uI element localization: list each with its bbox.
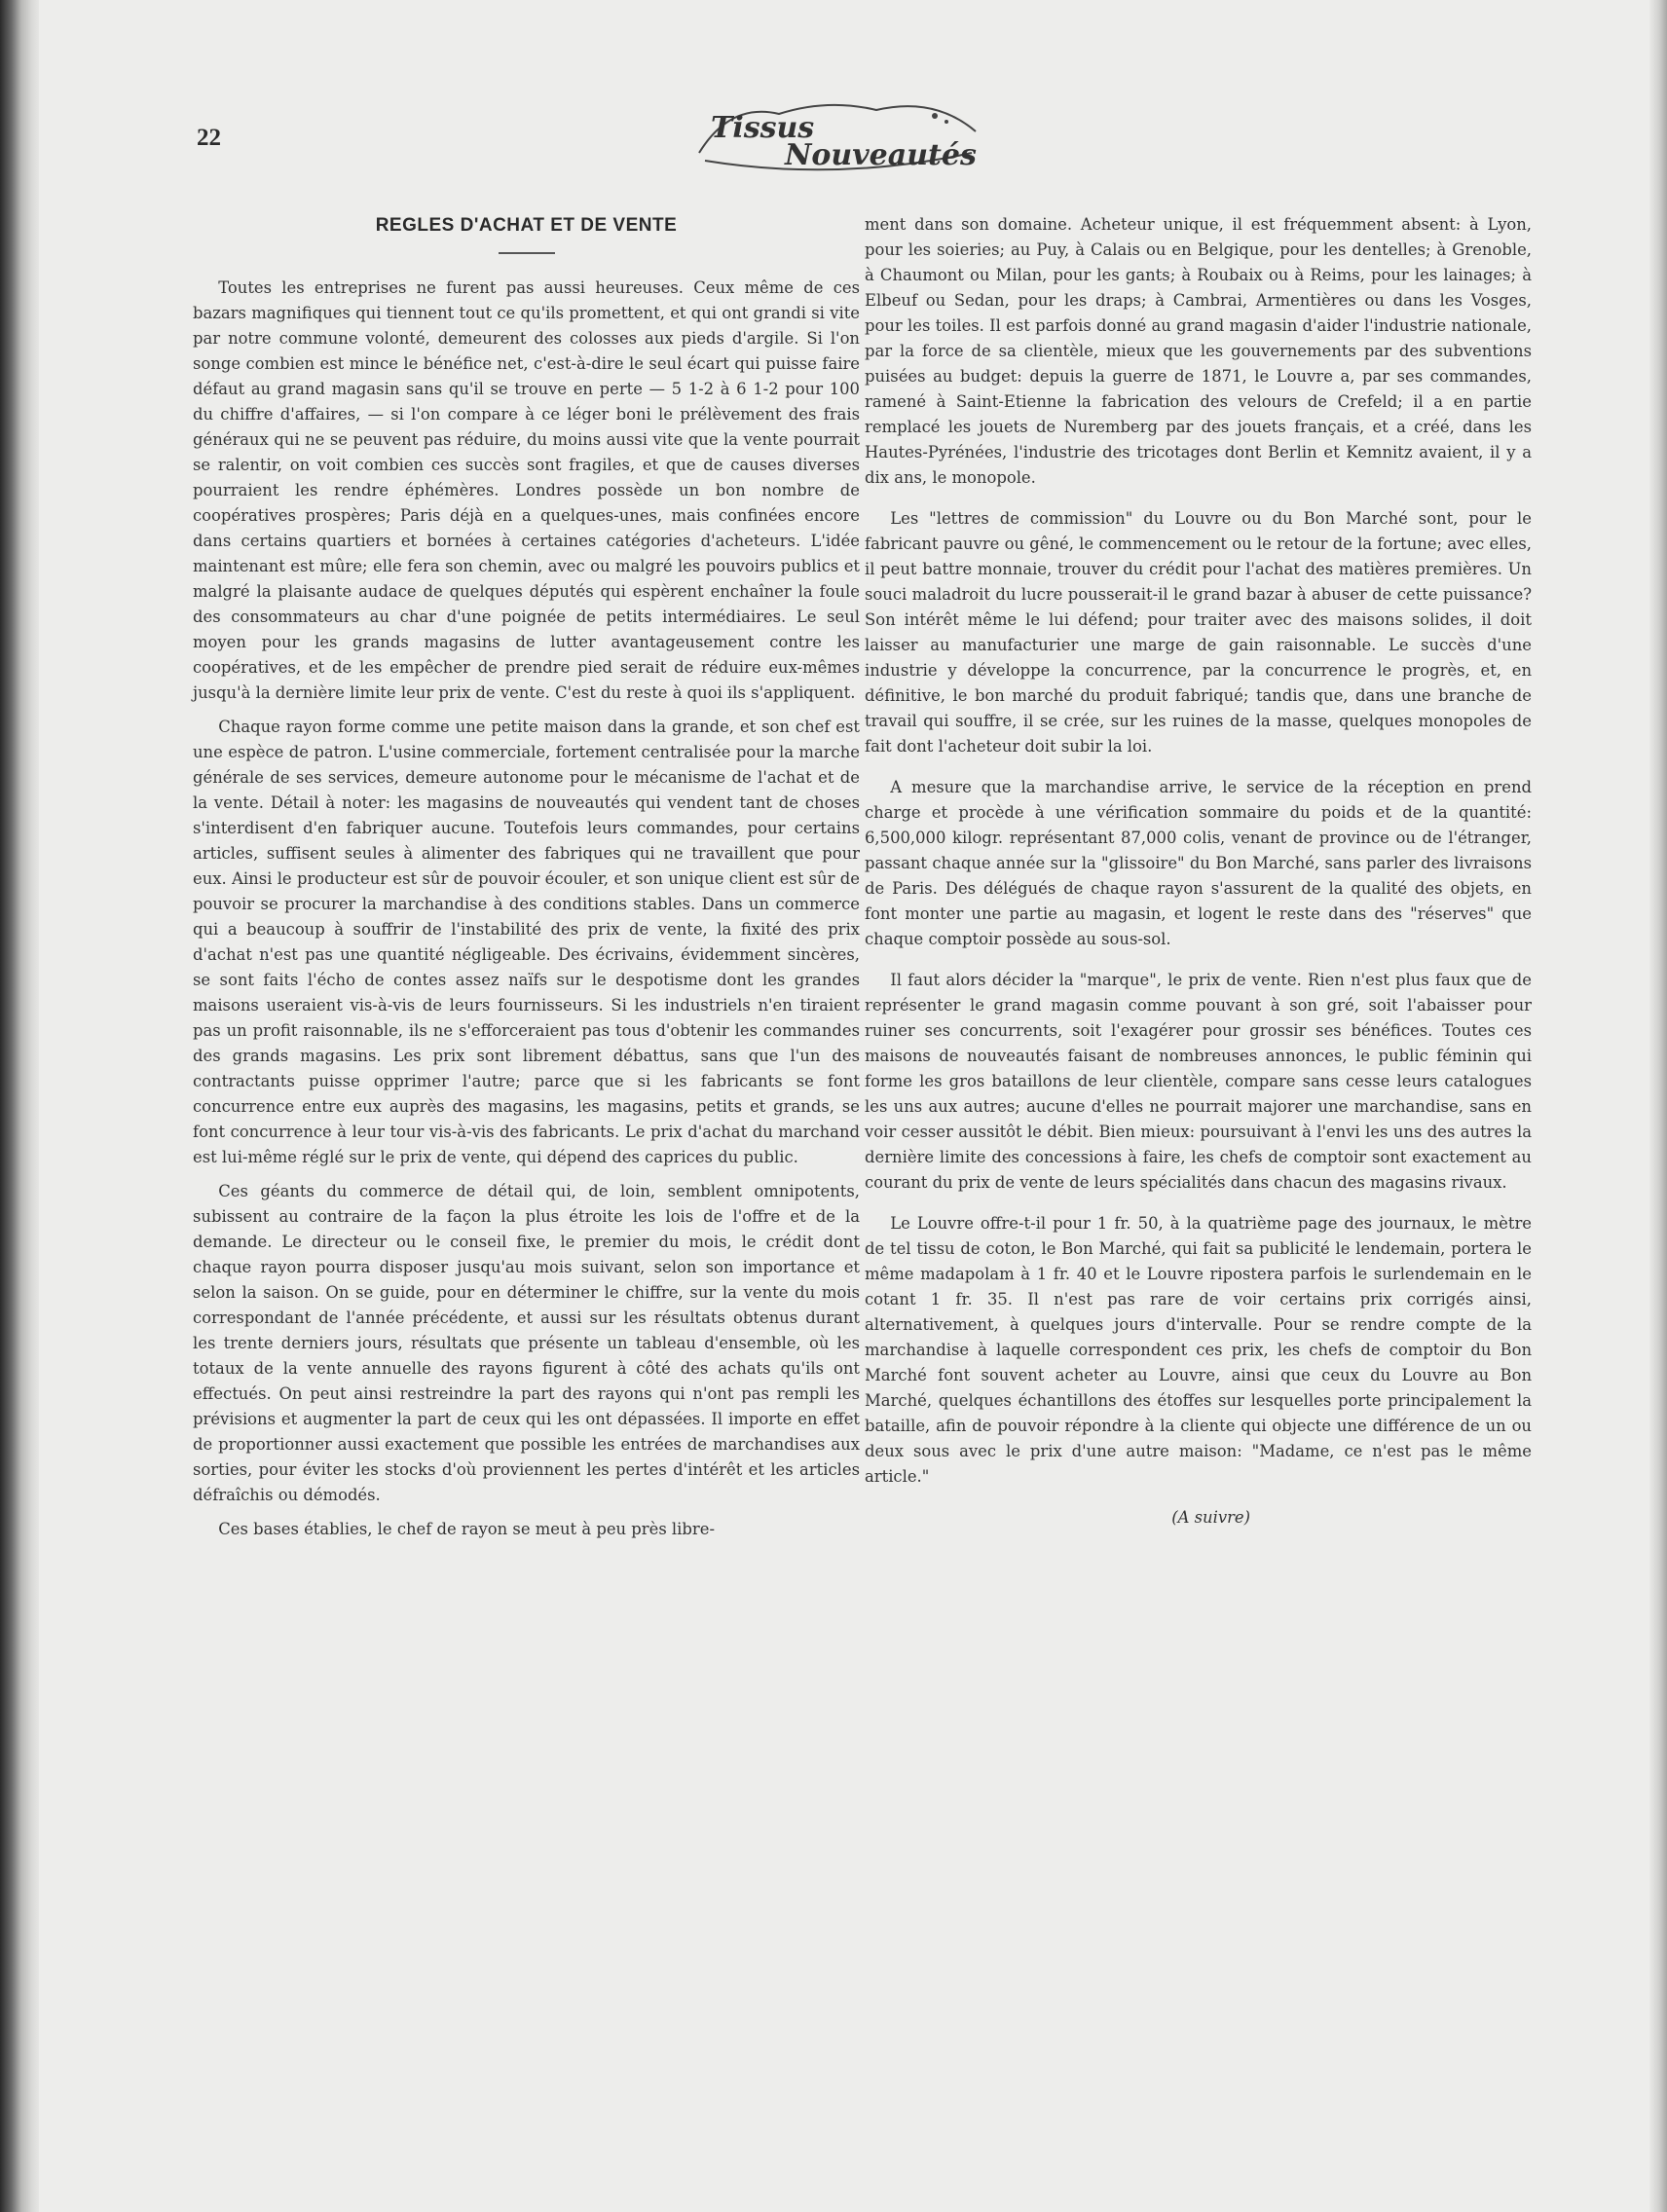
- svg-text:Tissus: Tissus: [711, 111, 815, 145]
- paragraph-right-2: Les "lettres de commission" du Louvre ou du Bon Marché sont, pour le fabricant pauvre ou gêné, le commencement ou le retour de la fortune; avec elles, il peut battre monnaie, trouver du crédit pour l'achat des matières premières. Un souci maladroit du lucre pousserait-il le grand bazar à abuser de cette puissance? Son intérêt même le lui défend; pour traiter avec des maisons solides, il doit laisser au manufacturier une marge de gain raisonnable. Le succès d'une industrie y développe la concurrence, par la concurrence le progrès, et, en définitive, le bon marché du produit fabriqué; tandis que, dans une branche de travail qui souffre, il se crée, sur les ruines de la masse, quelques monopoles de fait dont l'acheteur doit subir la loi.: [865, 509, 1532, 756]
- paragraph-left-3: Ces géants du commerce de détail qui, de loin, semblent omnipotents, subissent au contraire de la façon la plus étroite les lois de l'offre et de la demande. Le directeur ou le conseil fixe, le premier du mois, le crédit dont chaque rayon pourra disposer jusqu'au mois suivant, selon son importance et selon la saison. On se guide, pour en déterminer le chiffre, sur la vente du mois correspondant de l'année précédente, et aussi sur les résultats obtenus durant les trente derniers jours, résultats que présente un tableau d'ensemble, où les totaux de la vente annuelle des rayons figurent à côté des achats qu'ils ont effectués. On peut ainsi restreindre la part des rayons qui n'ont pas rempli les prévisions et augmenter la part de ceux qui les ont dépassées. Il importe en effet de proportionner aussi exactement que possible les entrées de marchandises aux sorties, pour éviter les stocks d'où proviennent les pertes d'intérêt et les articles défraîchis ou démodés.: [193, 1182, 860, 1504]
- paragraph-left-2: Chaque rayon forme comme une petite maison dans la grande, et son chef est une espèce de patron. L'usine commerciale, fortement centralisée pour la marche générale de ses services, demeure autonome pour le mécanisme de l'achat et de la vente. Détail à noter: les magasins de nouveautés qui vendent tant de choses s'interdisent d'en fabriquer aucune. Toutefois leurs commandes, pour certains articles, suffisent seules à alimenter des fabriques qui ne travaillent que pour eux. Ainsi le producteur est sûr de pouvoir écouler, et son unique client est sûr de pouvoir se procurer la marchandise à des conditions stables. Dans un commerce qui a beaucoup à souffrir de l'instabilité des prix de vente, la fixité des prix d'achat n'est pas une quantité négligeable. Des écrivains, évidemment sincères, se sont faits l'écho de contes assez naïfs sur le despotisme dont les grandes maisons useraient vis-à-vis de leurs fournisseurs. Si les industriels n'en tiraient pas un profit raisonnable, ils ne s'efforceraient pas tous d'obtenir les commandes des grands magasins. Les prix sont librement débattus, sans que l'un des contractants puisse opprimer l'autre; parce que si les fabricants se font concurrence entre eux auprès des magasins, les magasins, petits et grands, se font concurrence à leur tour vis-à-vis des fabricants. Le prix d'achat du marchand est lui-même réglé sur le prix de vente, qui dépend des caprices du public.: [193, 718, 860, 1166]
- paragraph-right-5: Le Louvre offre-t-il pour 1 fr. 50, à la quatrième page des journaux, le mètre de tel tissu de coton, le Bon Marché, qui fait sa publicité le lendemain, portera le même madapolam à 1 fr. 40 et le Louvre ripostera parfois le surlendemain en le cotant 1 fr. 35. Il n'est pas rare de voir certains prix corrigés ainsi, alternativement, à quelques jours d'intervalle. Pour se rendre compte de la marchandise à laquelle correspondent ces prix, les chefs de comptoir du Bon Marché font souvent acheter au Louvre, ainsi que ceux du Louvre au Bon Marché, quelques échantillons des étoffes sur lesquelles porte principalement la bataille, afin de pouvoir répondre à la cliente qui objecte une différence de un ou deux sous avec le prix d'une autre maison: "Madame, ce n'est pas le même article.": [865, 1214, 1532, 1486]
- paragraph-left-1: Toutes les entreprises ne furent pas aussi heureuses. Ceux même de ces bazars magnifiques qui tiennent tout ce qu'ils promettent, et qui ont grandi si vite par notre commune volonté, demeurent des colosses aux pieds d'argile. Si l'on songe combien est mince le bénéfice net, c'est-à-dire le seul écart qui puisse faire défaut au grand magasin sans qu'il se trouve en perte — 5 1-2 à 6 1-2 pour 100 du chiffre d'affaires, — si l'on compare à ce léger boni le prélèvement des frais généraux qui ne se peuvent pas réduire, du moins aussi vite que la vente pourrait se ralentir, on voit combien ces succès sont fragiles, et que de causes diverses pourraient les rendre éphémères. Londres possède un bon nombre de coopératives prospères; Paris déjà en a quelques-unes, mais confinées encore dans certains quartiers et bornées à certaines catégories d'acheteurs. L'idée maintenant est mûre; elle fera son chemin, avec ou malgré les pouvoirs publics et malgré la plaisante audace de quelques députés qui espèrent enchaîner la foule des consommateurs au char d'une poignée de petits intermédiaires. Le seul moyen pour les grands magasins de lutter avantageusement contre les coopératives, et de les empêcher de prendre pied serait de réduire eux-mêmes jusqu'à la dernière limite leur prix de vente. C'est du reste à quoi ils s'appliquent.: [193, 278, 860, 702]
- paragraph-right-3: A mesure que la marchandise arrive, le service de la réception en prend charge et procède à une vérification sommaire du poids et de la quantité: 6,500,000 kilogr. représentant 87,000 colis, venant de province ou de l'étranger, passant chaque année sur la "glissoire" du Bon Marché, sans parler des livraisons de Paris. Des délégués de chaque rayon s'assurent de la qualité des objets, en font monter une partie au magasin, et logent le reste dans des "réserves" que chaque comptoir possède au sous-sol.: [865, 778, 1532, 948]
- page-number: 22: [197, 125, 221, 151]
- paragraph-right-4: Il faut alors décider la "marque", le prix de vente. Rien n'est plus faux que de représenter le grand magasin comme pouvant à son gré, soit l'abaisser pour ruiner ses concurrents, soit l'exagérer pour grossir ses bénéfices. Toutes ces maisons de nouveautés faisant de nombreuses annonces, le public féminin qui forme les gros bataillons de leur clientèle, compare sans cesse leurs catalogues les uns aux autres; aucune d'elles ne pourrait majorer une marchandise, sans en voir cesser aussitôt le débit. Bien mieux: poursuivant à l'envi les uns des autres la dernière limite des concessions à faire, les chefs de comptoir sont exactement au courant du prix de vente de leurs spécialités dans chacun des magasins rivaux.: [865, 971, 1532, 1192]
- right-column: [865, 212, 1532, 1530]
- book-binding-shadow: [0, 0, 39, 2212]
- to-be-continued: (A suivre): [1171, 1508, 1251, 1527]
- paragraph-right-1: ment dans son domaine. Acheteur unique, il est fréquemment absent: à Lyon, pour les soieries; au Puy, à Calais ou en Belgique, pour les dentelles; à Grenoble, à Chaumont ou Milan, pour les gants; à Roubaix ou à Reims, pour les lainages; à Elbeuf ou Sedan, pour les draps; à Cambrai, Armentières ou dans les Vosges, pour les toiles. Il est parfois donné au grand magasin d'aider l'industrie nationale, par la force de sa clientèle, mieux que les gouvernements par des subventions puisées au budget: depuis la guerre de 1871, le Louvre a, par ses commandes, ramené à Saint-Etienne la fabrication des velours de Crefeld; il a en partie remplacé les jouets de Nuremberg par des jouets français, et a créé, dans les Hautes-Pyrénées, l'industrie des tricotages dont Berlin et Kemnitz avaient, il y a dix ans, le monopole.: [865, 215, 1532, 487]
- title-divider: [499, 252, 555, 254]
- paragraph-left-4: Ces bases établies, le chef de rayon se meut à peu près libre-: [218, 1520, 715, 1538]
- masthead-logo: [691, 92, 983, 178]
- article-title: REGLES D'ACHAT ET DE VENTE: [375, 215, 678, 236]
- page-edge: [1649, 0, 1667, 2212]
- left-column: [193, 212, 860, 1542]
- svg-text:Nouveautés: Nouveautés: [785, 138, 977, 172]
